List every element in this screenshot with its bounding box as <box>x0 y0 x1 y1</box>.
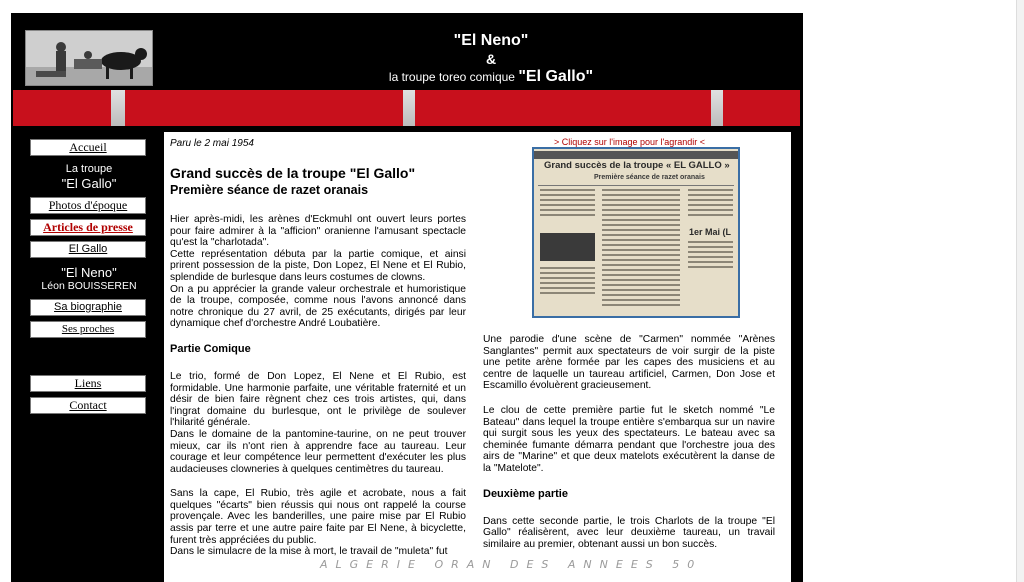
article-paragraph: Cette représentation débuta par la partie comique, et ainsi prirent possession de la piste, Don Lopez, El Nene et El Rubio, splendide de burlesque dans leurs costumes de clowns. <box>170 248 466 283</box>
sidebar-nav <box>30 138 148 414</box>
nav-articles[interactable]: Articles de presse <box>30 219 146 236</box>
title-el-gallo: "El Gallo" <box>518 68 594 85</box>
page-frame <box>11 13 803 582</box>
article-content <box>164 132 791 582</box>
newspaper-clipping-image[interactable] <box>532 147 740 318</box>
article-subtitle: Première séance de razet oranais <box>170 183 369 197</box>
article-paragraph: Le trio, formé de Don Lopez, El Nene et El Rubio, est formidable. Une harmonie parfaite, une véritable fraternité et un désir de bien faire règnent chez ces trois artistes, qui, dans l'ingrat domaine du burlesque, ont le privilège de soulever l'hilarité générale. <box>170 370 466 429</box>
banner-band <box>111 90 125 126</box>
heading-deuxieme-partie: Deuxième partie <box>483 487 568 500</box>
nav-contact[interactable]: Contact <box>30 397 146 414</box>
nav-el-gallo[interactable]: El Gallo <box>30 241 146 258</box>
nav-troupe-label: La troupe <box>65 163 113 175</box>
nav-neno-name: "El Neno" <box>61 265 117 280</box>
nav-liens[interactable]: Liens <box>30 375 146 392</box>
article-paragraph: Sans la cape, El Rubio, très agile et acrobate, nous a fait quelques "écarts" bien réussis qui nous ont rappelé la course provençale. Avec les banderilles, une paire mise par El Rubio assis par terre et une autre paire faite par El Nene, à bicyclette, furent très appréciées du public. <box>170 488 466 546</box>
clip-side-headline: 1er Mai (L <box>689 227 732 237</box>
article-paragraph: Dans le domaine de la pantomine-taurine, on ne peut trouver mieux, car ils n'ont rien à apprendre face au taureau. Leur courage et leur compétence leur permettent d'exécuter les plus audacieuses clowneries à quelques centimètres du taureau. <box>170 428 466 475</box>
window-scrollbar[interactable] <box>1016 0 1024 582</box>
site-header <box>11 13 803 90</box>
site-title <box>321 31 661 87</box>
article-paragraph: On a pu apprécier la grande valeur orchestrale et humoristique de la troupe, composée, comme nous l'avons annoncé dans notre chronique du 27 avril, de 25 exécutants, dirigés par leur dynamique chef d'orchestre André Loubatière. <box>170 283 466 330</box>
article-title: Grand succès de la troupe "El Gallo" <box>170 165 416 181</box>
article-column-left <box>170 214 466 558</box>
nav-troupe-name: "El Gallo" <box>61 176 117 191</box>
article-paragraph: Dans cette seconde partie, le trois Charlots de la troupe "El Gallo" réalisèrent, avec leur deuxième taureau, un travail similaire au premier, obtenant aussi un bon succès. <box>483 515 775 550</box>
red-banner <box>13 90 800 126</box>
article-column-right <box>483 334 775 550</box>
title-ampersand: & <box>485 51 497 67</box>
site-watermark: ALGERIE ORAN DES ANNEES 50 <box>320 558 703 571</box>
nav-neno-fullname: Léon BOUISSEREN <box>41 280 137 292</box>
article-paragraph: Hier après-midi, les arènes d'Eckmuhl ont ouvert leurs portes pour faire admirer à la "afficion" oranienne l'amusant spectacle qu'est la "charlotada". <box>170 214 466 249</box>
nav-biographie[interactable]: Sa biographie <box>30 299 146 316</box>
banner-band <box>403 90 415 126</box>
title-el-neno: "El Neno" <box>453 32 529 49</box>
article-paragraph: Une parodie d'une scène de "Carmen" nommée "Arènes Sanglantes" permit aux spectateurs de voir surgir de la piste une petite arène formée par les capes des musiciens et au centre de laquelle un taureau artificiel, Carmen, Don Jose et Escamillo évoluèrent gracieusement. <box>483 334 775 392</box>
heading-partie-comique: Partie Comique <box>170 342 251 355</box>
nav-proches[interactable]: Ses proches <box>30 321 146 338</box>
clip-subhead: Première séance de razet oranais <box>594 174 705 181</box>
banner-band <box>711 90 723 126</box>
title-troupe-line <box>321 67 661 87</box>
title-troupe-prefix: la troupe toreo comique <box>388 70 519 84</box>
nav-photos[interactable]: Photos d'époque <box>30 197 146 214</box>
header-bullfight-photo <box>25 30 153 86</box>
nav-accueil[interactable]: Accueil <box>30 139 146 156</box>
article-paragraph: Le clou de cette première partie fut le sketch nommé "Le Bateau" dans lequel la troupe entière s'embarqua sur un navire qui surgit sous les yeux des spectateurs. Le bateau avec sa cheminée fumante démarra pendant que l'orchestre joua des airs de "Marine" et que deux matelots exécutèrent la danse de la "Matelote". <box>483 404 775 474</box>
image-enlarge-hint[interactable]: > Cliquez sur l'image pour l'agrandir < <box>554 137 706 147</box>
clip-headline: Grand succès de la troupe « EL GALLO » <box>544 160 730 171</box>
article-paragraph: Dans le simulacre de la mise à mort, le travail de "muleta" fut <box>170 546 448 558</box>
article-dateline: Paru le 2 mai 1954 <box>170 138 254 149</box>
